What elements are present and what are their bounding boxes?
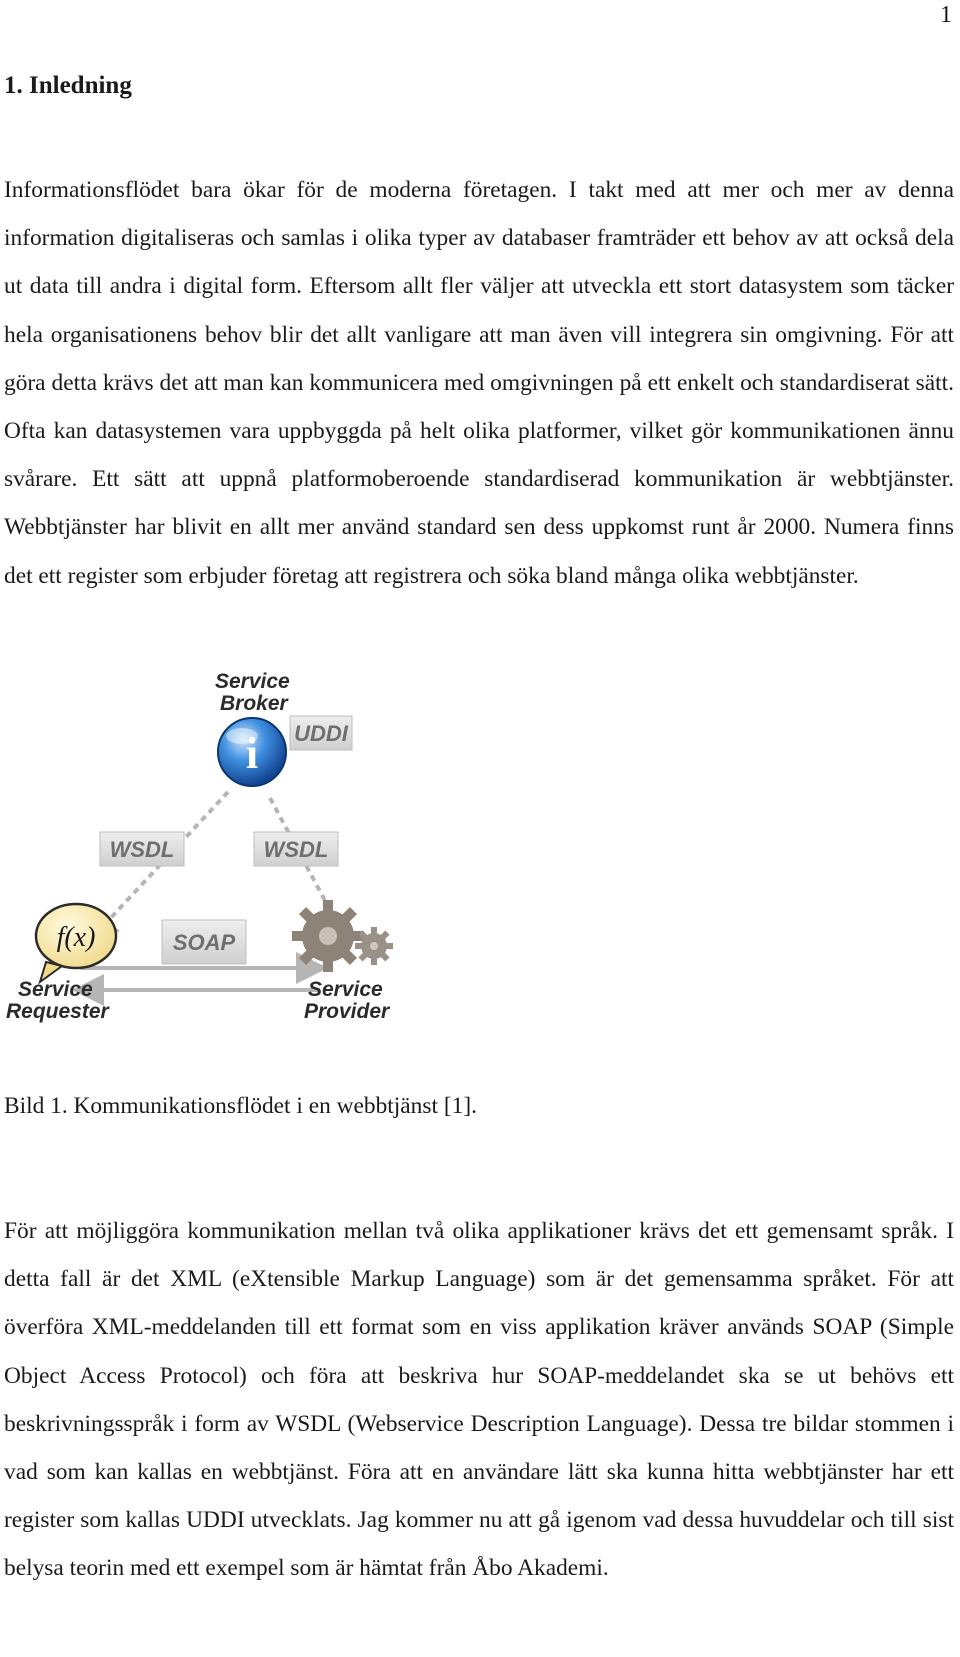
wsdl-right-tag [254,832,338,866]
function-bubble-icon [36,904,116,982]
svg-text:f(x): f(x) [56,922,96,953]
provider-label-line1: Service [308,978,383,1001]
intro-paragraph: Informationsflödet bara ökar för de moderna företagen. I takt med att mer och mer av denna information digitaliseras och samlas i olika typer av databaser framträder ett behov av att också dela ut data till andra i digital form. Eftersom allt fler väljer att utveckla ett stort datasystem som täcker hela organisationens behov blir det allt vanligare att man även vill integrera sin omgivning. För att göra detta krävs det att man kan kommunicera med omgivningen på ett enkelt och standardiserat sätt. Ofta kan datasystemen vara uppbyggda på helt olika platformer, vilket gör kommunikationen ännu svårare. Ett sätt att uppnå platformoberoende standardiserad kommunikation är webbtjänster. Webbtjänster har blivit en allt mer använd standard sen dess uppkomst runt år 2000. Numera finns det ett register som erbjuder företag att registrera och söka bland många olika webbtjänster. [4,177,954,589]
wsdl-left-tag [100,832,184,866]
svg-text:WSDL: WSDL [263,837,329,862]
broker-label-line1: Service [215,670,290,693]
broker-label-line2: Broker [220,692,288,715]
provider-label-line2: Provider [304,1000,390,1023]
requester-label-line1: Service [18,978,93,1001]
gears-icon [292,900,393,972]
svg-text:i: i [245,729,259,778]
section-heading: 1. Inledning [4,72,132,99]
svg-text:SOAP: SOAP [172,930,236,955]
uddi-tag [290,716,352,750]
soap-tag [162,920,246,964]
figure-caption: Bild 1. Kommunikationsflödet i en webbtjänst [1]. [4,1093,477,1119]
web-service-diagram [0,670,440,1090]
requester-label-line2: Requester [6,1000,109,1023]
info-globe-icon [218,718,286,786]
page-number: 1 [940,2,952,28]
svg-text:WSDL: WSDL [109,837,175,862]
svg-text:UDDI: UDDI [294,721,348,746]
body-paragraph: För att möjliggöra kommunikation mellan två olika applikationer krävs det ett gemensamt språk. I detta fall är det XML (eXtensible Markup Language) som är det gemensamma språket. För att överföra XML-meddelanden till ett format som en viss applikation kräver används SOAP (Simple Object Access Protocol) och föra att beskriva hur SOAP-meddelandet ska se ut behövs ett beskrivningsspråk i form av WSDL (Webservice Description Language). Dessa tre bildar stommen i vad som kan kallas en webbtjänst. Föra att en användare lätt ska kunna hitta webbtjänster har ett register som kallas UDDI utvecklats. Jag kommer nu att gå igenom vad dessa huvuddelar och till sist belysa teorin med ett exempel som är hämtat från Åbo Akademi. [4,1218,954,1582]
